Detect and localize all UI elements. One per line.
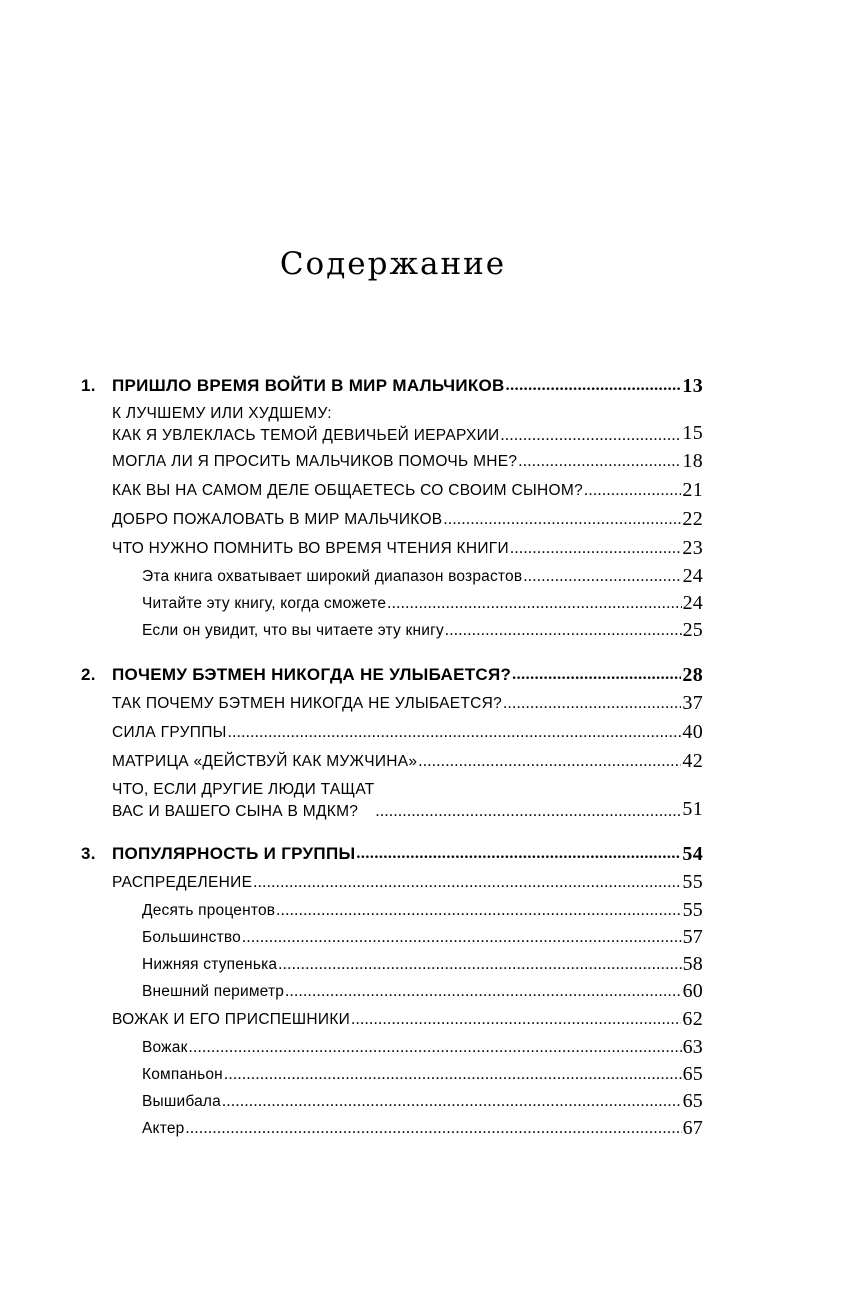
toc-entry-section[interactable] <box>81 776 703 823</box>
subsection-title: Вышибала <box>142 1093 221 1110</box>
section-title-line-1: ЧТО, ЕСЛИ ДРУГИЕ ЛЮДИ ТАЩАТ <box>112 781 375 798</box>
toc-entry-section[interactable] <box>81 689 703 718</box>
toc-entry-section[interactable] <box>81 505 703 534</box>
page-number: 62 <box>682 1008 703 1030</box>
section-title: ЧТО НУЖНО ПОМНИТЬ ВО ВРЕМЯ ЧТЕНИЯ КНИГИ <box>112 540 509 557</box>
page-number: 54 <box>682 843 703 865</box>
toc-entry-chapter[interactable] <box>81 840 703 868</box>
page-number: 63 <box>682 1036 703 1058</box>
page-number: 21 <box>682 479 703 501</box>
page-title: Содержание <box>279 246 507 282</box>
dot-leader <box>518 447 681 476</box>
subsection-title: Компаньон <box>142 1066 223 1083</box>
dot-leader <box>503 689 681 718</box>
section-title-line-2: КАК Я УВЛЕКЛАСЬ ТЕМОЙ ДЕВИЧЬЕЙ ИЕРАРХИИ <box>112 427 500 444</box>
subsection-title: Читайте эту книгу, когда сможете <box>142 595 387 612</box>
page-number: 60 <box>682 980 703 1002</box>
chapter-2 <box>81 661 703 823</box>
toc-entry-chapter[interactable] <box>81 372 703 400</box>
section-title: ДОБРО ПОЖАЛОВАТЬ В МИР МАЛЬЧИКОВ <box>112 511 443 528</box>
page-number: 23 <box>682 537 703 559</box>
toc-entry-subsection[interactable] <box>81 978 703 1005</box>
toc-entry-subsection[interactable] <box>81 924 703 951</box>
subsection-title: Вожак <box>142 1039 188 1056</box>
subsection-title: Внешний периметр <box>142 983 285 1000</box>
dot-leader <box>523 563 681 590</box>
toc-entry-subsection[interactable] <box>81 1034 703 1061</box>
section-title: ВОЖАК И ЕГО ПРИСПЕШНИКИ <box>112 1011 351 1028</box>
dot-leader <box>228 718 682 747</box>
page-number: 65 <box>682 1090 703 1112</box>
page-number: 42 <box>682 750 703 772</box>
section-title: МАТРИЦА «ДЕЙСТВУЙ КАК МУЖЧИНА» <box>112 753 418 770</box>
toc-entry-subsection[interactable] <box>81 563 703 590</box>
toc-entry-subsection[interactable] <box>81 1061 703 1088</box>
toc-entry-subsection[interactable] <box>81 590 703 617</box>
section-title: РАСПРЕДЕЛЕНИЕ <box>112 874 253 891</box>
page-number: 58 <box>682 953 703 975</box>
subsection-title: Нижняя ступенька <box>142 956 278 973</box>
subsection-title: Эта книга охватывает широкий диапазон возрастов <box>142 568 523 585</box>
toc-entry-section[interactable] <box>81 447 703 476</box>
toc-entry-section[interactable] <box>81 534 703 563</box>
dot-leader <box>387 590 681 617</box>
dot-leader <box>185 1115 681 1142</box>
toc-entry-subsection[interactable] <box>81 1115 703 1142</box>
toc-entry-section[interactable] <box>81 747 703 776</box>
chapter-title: ПОПУЛЯРНОСТЬ И ГРУППЫ <box>112 844 356 863</box>
toc-entry-chapter[interactable] <box>81 661 703 689</box>
section-title: КАК ВЫ НА САМОМ ДЕЛЕ ОБЩАЕТЕСЬ СО СВОИМ СЫНОМ? <box>112 482 583 499</box>
page-number: 22 <box>682 508 703 530</box>
section-title-line-1: К ЛУЧШЕМУ ИЛИ ХУДШЕМУ: <box>112 405 332 422</box>
dot-leader <box>222 1088 682 1115</box>
dot-leader <box>253 868 681 897</box>
page-number: 24 <box>682 565 703 587</box>
dot-leader <box>285 978 681 1005</box>
toc-entry-section[interactable] <box>81 1005 703 1034</box>
page-number: 67 <box>682 1117 703 1139</box>
dot-leader <box>189 1034 682 1061</box>
page-number: 51 <box>682 798 703 820</box>
toc-entry-subsection[interactable] <box>81 1088 703 1115</box>
dot-leader <box>512 661 681 689</box>
chapter-1 <box>81 372 703 644</box>
section-title: СИЛА ГРУППЫ <box>112 724 227 741</box>
chapter-title: ПРИШЛО ВРЕМЯ ВОЙТИ В МИР МАЛЬЧИКОВ <box>112 376 505 395</box>
page-number: 18 <box>682 450 703 472</box>
page-number: 40 <box>682 721 703 743</box>
chapter-3 <box>81 840 703 1142</box>
table-of-contents <box>81 372 703 1159</box>
dot-leader <box>356 840 681 868</box>
page-number: 55 <box>682 899 703 921</box>
subsection-title: Десять процентов <box>142 902 276 919</box>
subsection-title: Большинство <box>142 929 241 946</box>
page-number: 28 <box>682 664 703 686</box>
dot-leader <box>276 897 681 924</box>
page-number: 55 <box>682 871 703 893</box>
chapter-number: 1. <box>81 376 96 395</box>
section-title-line-2: ВАС И ВАШЕГО СЫНА В МДКМ? <box>112 803 359 820</box>
page-number: 57 <box>682 926 703 948</box>
chapter-number: 3. <box>81 844 96 863</box>
toc-entry-section[interactable] <box>81 476 703 505</box>
chapter-title: ПОЧЕМУ БЭТМЕН НИКОГДА НЕ УЛЫБАЕТСЯ? <box>112 665 512 684</box>
toc-entry-section[interactable] <box>81 868 703 897</box>
dot-leader <box>418 747 681 776</box>
section-title: МОГЛА ЛИ Я ПРОСИТЬ МАЛЬЧИКОВ ПОМОЧЬ МНЕ? <box>112 453 518 470</box>
subsection-title: Актер <box>142 1120 185 1137</box>
dot-leader <box>376 801 682 823</box>
dot-leader <box>351 1005 681 1034</box>
dot-leader <box>443 505 681 534</box>
dot-leader <box>584 476 681 505</box>
toc-entry-section[interactable] <box>81 400 703 447</box>
chapter-number: 2. <box>81 665 96 684</box>
subsection-title: Если он увидит, что вы читаете эту книгу <box>142 622 444 639</box>
page-number: 24 <box>682 592 703 614</box>
toc-entry-subsection[interactable] <box>81 897 703 924</box>
dot-leader <box>224 1061 682 1088</box>
section-title: ТАК ПОЧЕМУ БЭТМЕН НИКОГДА НЕ УЛЫБАЕТСЯ? <box>112 695 503 712</box>
page-number: 13 <box>682 375 703 397</box>
dot-leader <box>242 924 682 951</box>
toc-entry-subsection[interactable] <box>81 951 703 978</box>
page-number: 15 <box>682 422 703 444</box>
dot-leader <box>510 534 681 563</box>
dot-leader <box>506 372 682 400</box>
dot-leader <box>278 951 681 978</box>
page-number: 37 <box>682 692 703 714</box>
dot-leader <box>445 617 682 644</box>
toc-entry-section[interactable] <box>81 718 703 747</box>
page-number: 25 <box>682 619 703 641</box>
toc-entry-subsection[interactable] <box>81 617 703 644</box>
dot-leader <box>501 425 682 447</box>
page-number: 65 <box>682 1063 703 1085</box>
